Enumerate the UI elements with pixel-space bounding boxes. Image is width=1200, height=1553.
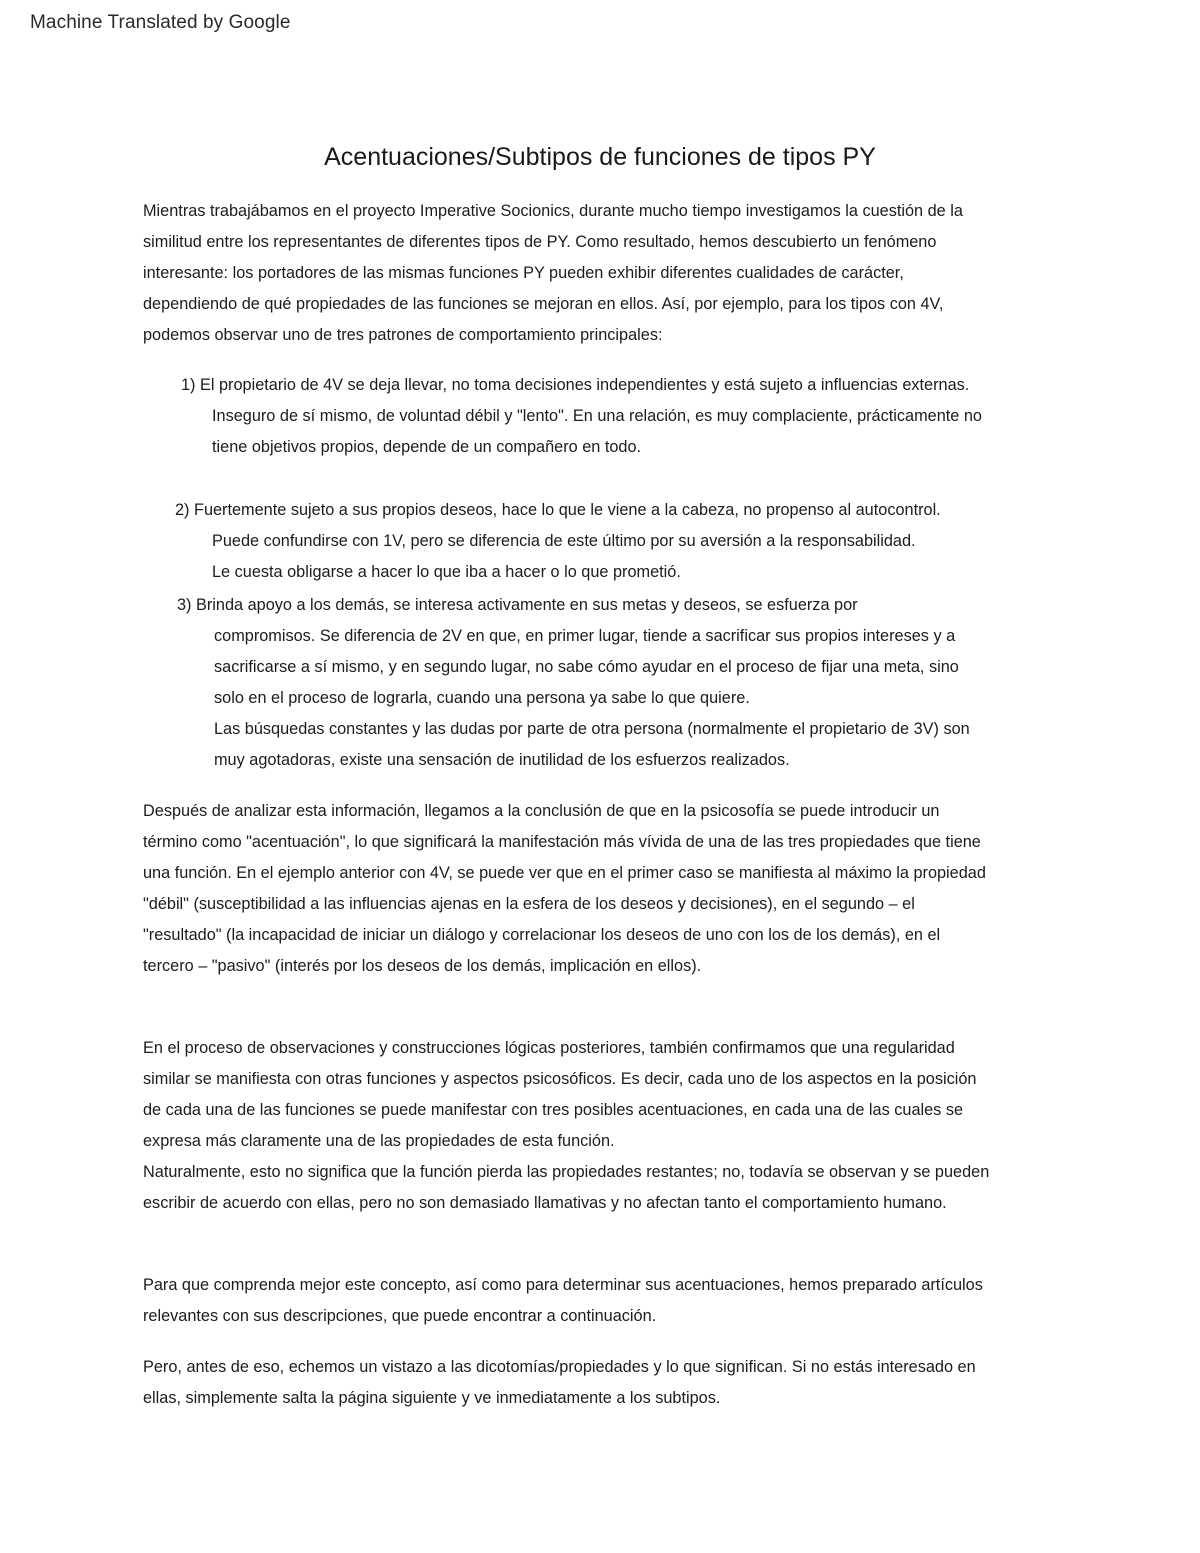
list-item-2 [175,495,1075,588]
closing-paragraph [143,1352,1068,1414]
articles-paragraph [143,1270,1068,1332]
list-item-3 [177,590,1077,776]
analysis-paragraph [143,796,1068,982]
list-item-line: Las búsquedas constantes y las dudas por parte de otra persona (normalmente el propietario de 3V) son [214,720,970,738]
observations-line: de cada una de las funciones se puede manifestar con tres posibles acentuaciones, en cada una de las cuales se [143,1101,964,1119]
list-item-line: Inseguro de sí mismo, de voluntad débil y "lento". En una relación, es muy complaciente, prácticamente no [212,407,982,425]
intro-line: podemos observar uno de tres patrones de comportamiento principales: [143,326,663,344]
list-item-line: 2) Fuertemente sujeto a sus propios deseos, hace lo que le viene a la cabeza, no propenso al autocontrol. [175,501,941,519]
observations-line: escribir de acuerdo con ellas, pero no son demasiado llamativas y no afectan tanto el comportamiento humano. [143,1194,947,1212]
list-item-line: compromisos. Se diferencia de 2V en que, en primer lugar, tiende a sacrificar sus propios intereses y a [214,627,956,645]
articles-line: Para que comprenda mejor este concepto, así como para determinar sus acentuaciones, hemos preparado artículos [143,1276,983,1294]
list-item-line: 1) El propietario de 4V se deja llevar, no toma decisiones independientes y está sujeto a influencias externas. [181,376,970,394]
list-item-line: muy agotadoras, existe una sensación de inutilidad de los esfuerzos realizados. [214,751,790,769]
analysis-line: Después de analizar esta información, llegamos a la conclusión de que en la psicosofía se puede introducir un [143,802,940,820]
intro-line: Mientras trabajábamos en el proyecto Imperative Socionics, durante mucho tiempo investigamos la cuestión de la [143,202,963,220]
observations-line: Naturalmente, esto no significa que la función pierda las propiedades restantes; no, todavía se observan y se pueden [143,1163,990,1181]
analysis-line: una función. En el ejemplo anterior con 4V, se puede ver que en el primer caso se manifiesta al máximo la propiedad [143,864,986,882]
closing-line: Pero, antes de eso, echemos un vistazo a las dicotomías/propiedades y lo que significan. Si no estás interesado en [143,1358,976,1376]
intro-line: interesante: los portadores de las mismas funciones PY pueden exhibir diferentes cualidades de carácter, [143,264,904,282]
document-title: Acentuaciones/Subtipos de funciones de tipos PY [324,143,876,171]
analysis-line: "débil" (susceptibilidad a las influencias ajenas en la esfera de los deseos y decisiones), en el segundo – el [143,895,915,913]
observations-line: expresa más claramente una de las propiedades de esta función. [143,1132,615,1150]
list-item-line: 3) Brinda apoyo a los demás, se interesa activamente en sus metas y deseos, se esfuerza por [177,596,858,614]
observations-line: similar se manifiesta con otras funciones y aspectos psicosóficos. Es decir, cada uno de los aspectos en la posición [143,1070,977,1088]
analysis-line: "resultado" (la incapacidad de iniciar un diálogo y correlacionar los deseos de uno con los de los demás), en el [143,926,941,944]
analysis-line: término como "acentuación", lo que significará la manifestación más vívida de una de las tres propiedades que tiene [143,833,981,851]
list-item-line: Le cuesta obligarse a hacer lo que iba a hacer o lo que prometió. [212,563,681,581]
list-item-1 [181,370,1081,463]
list-item-line: sacrificarse a sí mismo, y en segundo lugar, no sabe cómo ayudar en el proceso de fijar una meta, sino [214,658,959,676]
list-item-line: Puede confundirse con 1V, pero se diferencia de este último por su aversión a la responsabilidad. [212,532,916,550]
intro-line: dependiendo de qué propiedades de las funciones se mejoran en ellos. Así, por ejemplo, para los tipos con 4V, [143,295,944,313]
intro-line: similitud entre los representantes de diferentes tipos de PY. Como resultado, hemos descubierto un fenómeno [143,233,937,251]
list-item-line: tiene objetivos propios, depende de un compañero en todo. [212,438,642,456]
observations-paragraph [143,1033,1068,1219]
machine-translated-note: Machine Translated by Google [30,12,291,33]
observations-line: En el proceso de observaciones y construcciones lógicas posteriores, también confirmamos que una regularidad [143,1039,955,1057]
list-item-line: solo en el proceso de lograrla, cuando una persona ya sabe lo que quiere. [214,689,750,707]
closing-line: ellas, simplemente salta la página siguiente y ve inmediatamente a los subtipos. [143,1389,721,1407]
intro-paragraph [143,196,1068,351]
articles-line: relevantes con sus descripciones, que puede encontrar a continuación. [143,1307,657,1325]
analysis-line: tercero – "pasivo" (interés por los deseos de los demás, implicación en ellos). [143,957,702,975]
